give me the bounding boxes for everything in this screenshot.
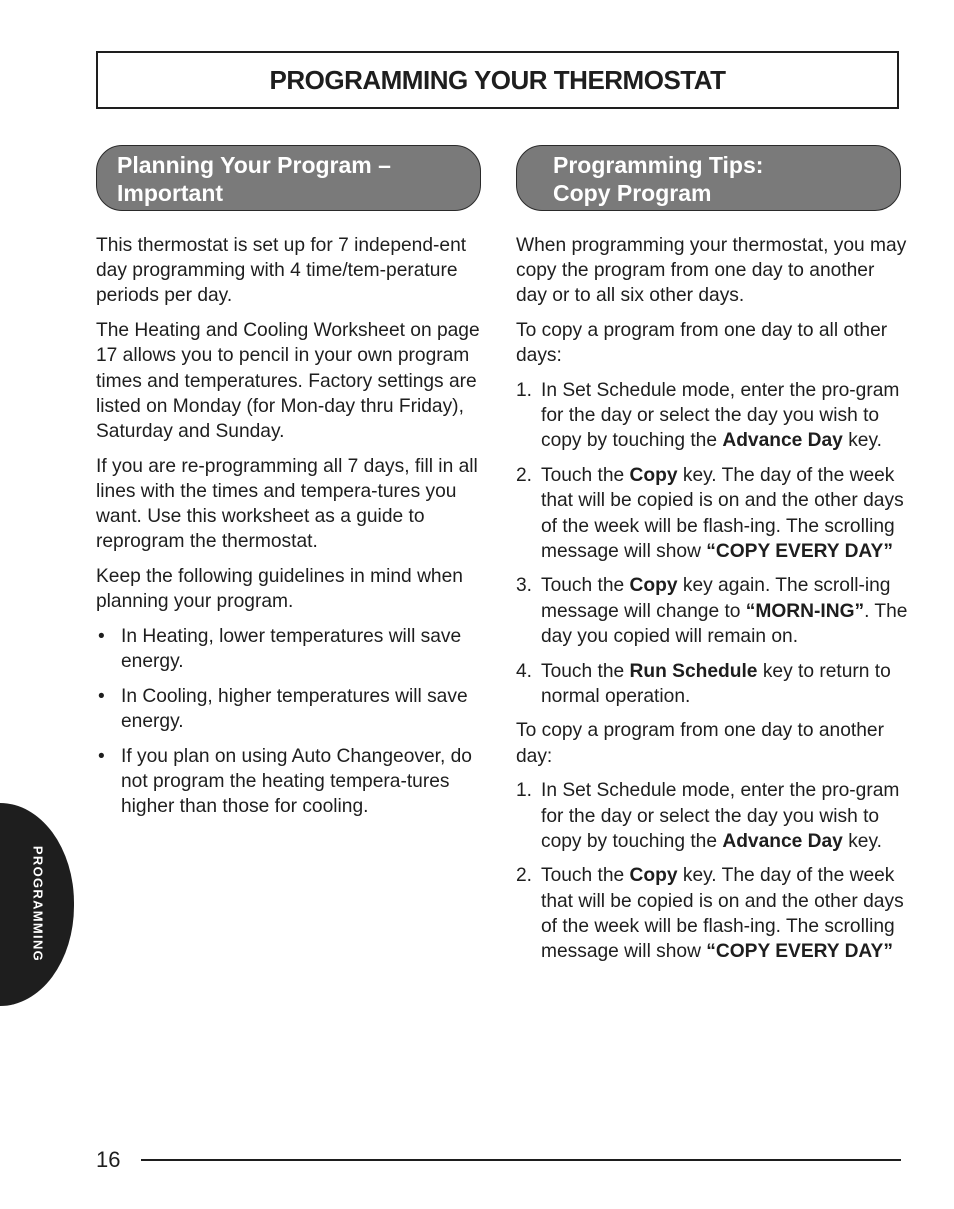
- page-title: PROGRAMMING YOUR THERMOSTAT: [269, 64, 726, 95]
- side-tab-label: PROGRAMMING: [30, 845, 46, 963]
- paragraph: The Heating and Cooling Worksheet on page 17 allows you to pencil in your own program times and temperatures. Factory settings are listed on Monday (for Mon-day thru Friday), Saturday and Sunday.: [96, 320, 480, 442]
- copy-program-heading-line2: Copy Program: [553, 180, 712, 206]
- copy-program-heading: [516, 145, 901, 211]
- step-text: key.: [842, 830, 882, 852]
- step-number: 1.: [516, 380, 533, 402]
- title-box: [96, 51, 899, 109]
- step-text: key. The day of the week that will be copied is on and the other days of the week will be flash-ing. The scrolling message will show: [541, 465, 904, 562]
- section-side-tab: [0, 803, 74, 1006]
- bullet-text: In Cooling, higher temperatures will save energy.: [121, 685, 468, 732]
- one-day-intro: To copy a program from one day to another day:: [516, 720, 884, 767]
- bullet-marker: •: [98, 625, 105, 647]
- step-text: Touch the: [541, 865, 630, 887]
- bullet-text: If you plan on using Auto Changeover, do not program the heating tempera-tures higher than those for cooling.: [121, 745, 472, 818]
- key-name: Advance Day: [722, 430, 843, 452]
- step-number: 1.: [516, 780, 533, 802]
- footer-rule: [141, 1159, 901, 1161]
- step-number: 3.: [516, 575, 533, 597]
- step-text: key again. The scroll-ing message will change to: [541, 575, 891, 622]
- step-text: key. The day of the week that will be copied is on and the other days of the week will be flash-ing. The scrolling message will show: [541, 865, 904, 963]
- step-text: . The day you copied will remain on.: [541, 600, 908, 647]
- step-number: 2.: [516, 865, 533, 887]
- step-text: Touch the: [541, 575, 630, 597]
- key-name: Copy: [629, 575, 678, 597]
- copy-intro: When programming your thermostat, you may copy the program from one day to another day or to all six other days.: [516, 235, 907, 307]
- key-name: Copy: [629, 865, 678, 887]
- bullet-item: [96, 684, 488, 734]
- step-item: [516, 573, 908, 649]
- right-column: [516, 233, 908, 974]
- step-text: Touch the: [541, 465, 630, 487]
- copy-program-heading-line1: Programming Tips:: [553, 152, 764, 178]
- key-name: Copy: [629, 465, 678, 487]
- bullet-text: In Heating, lower temperatures will save energy.: [121, 625, 462, 673]
- paragraph: If you are re-programming all 7 days, fill in all lines with the times and tempera-tures you want. Use this worksheet as a guide to reprogram the thermostat.: [96, 455, 478, 553]
- step-text: In Set Schedule mode, enter the pro-gram for the day or select the day you wish to copy by touching the: [541, 780, 900, 852]
- step-item: [516, 863, 908, 964]
- step-item: [516, 659, 908, 709]
- bullet-marker: •: [98, 685, 105, 707]
- scroll-message: “COPY EVERY DAY”: [706, 941, 893, 963]
- step-item: [516, 378, 908, 454]
- scroll-message: “COPY EVERY DAY”: [706, 540, 893, 562]
- paragraph: Keep the following guidelines in mind when planning your program.: [96, 565, 463, 613]
- step-text: key.: [842, 430, 882, 452]
- key-name: Advance Day: [722, 830, 843, 852]
- scroll-message: “MORN-ING”: [745, 600, 865, 622]
- step-text: In Set Schedule mode, enter the pro-gram for the day or select the day you wish to copy by touching the: [541, 380, 900, 452]
- bullet-item: [96, 744, 488, 820]
- key-name: Run Schedule: [629, 660, 758, 682]
- step-number: 4.: [516, 660, 533, 682]
- planning-heading-line1: Planning Your Program –: [117, 152, 391, 178]
- bullet-marker: •: [98, 745, 105, 767]
- step-item: [516, 778, 908, 854]
- all-days-intro: To copy a program from one day to all other days:: [516, 320, 888, 367]
- step-item: [516, 463, 908, 564]
- left-column: [96, 233, 488, 829]
- planning-heading: [96, 145, 481, 211]
- step-number: 2.: [516, 465, 533, 487]
- step-text: key to return to normal operation.: [541, 660, 891, 707]
- bullet-item: [96, 624, 488, 674]
- planning-heading-line2: Important: [117, 180, 224, 206]
- page-number: 16: [96, 1147, 121, 1172]
- step-text: Touch the: [541, 660, 630, 682]
- paragraph: This thermostat is set up for 7 independ-ent day programming with 4 time/tem-perature periods per day.: [96, 235, 467, 307]
